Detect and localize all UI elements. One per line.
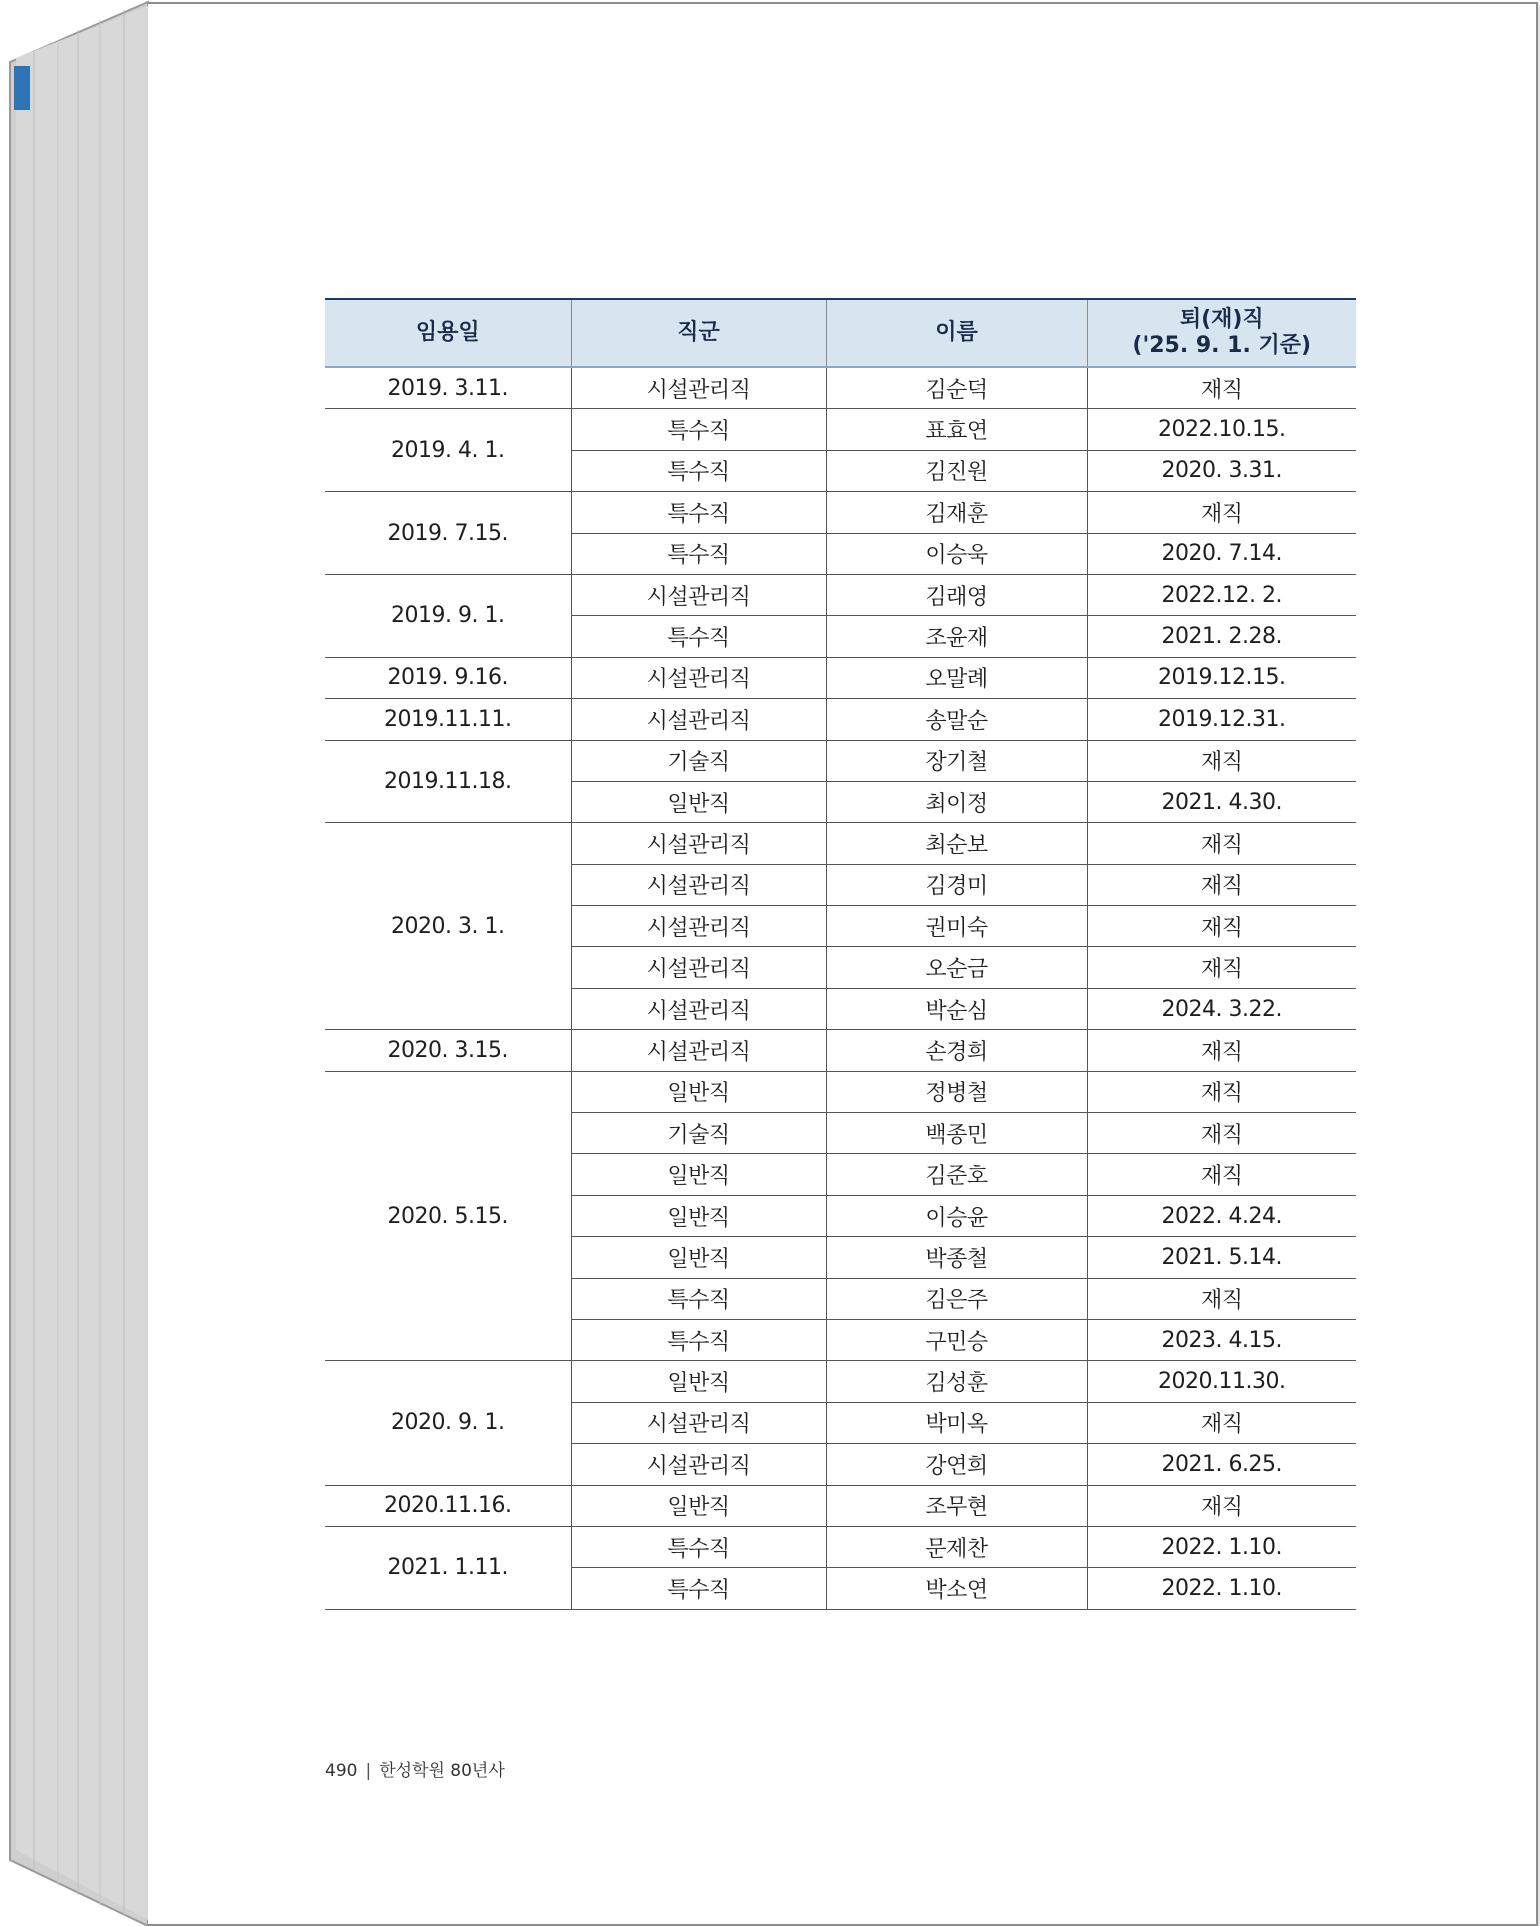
table-row — [325, 823, 1356, 864]
job-category-cell: 특수직 — [571, 533, 826, 574]
table-row — [325, 574, 1356, 615]
name-cell: 김래영 — [826, 574, 1087, 615]
job-category-cell: 기술직 — [571, 1113, 826, 1154]
page-footer — [325, 1756, 505, 1781]
name-cell: 정병철 — [826, 1071, 1087, 1112]
appointment-date-cell: 2020. 9. 1. — [325, 1361, 571, 1485]
name-cell: 조무현 — [826, 1485, 1087, 1526]
status-cell: 2020. 7.14. — [1087, 533, 1356, 574]
appointment-date-cell: 2019.11.18. — [325, 740, 571, 823]
job-category-cell: 특수직 — [571, 1278, 826, 1319]
appointment-date-cell: 2020. 5.15. — [325, 1071, 571, 1361]
name-cell: 이승윤 — [826, 1195, 1087, 1236]
status-cell: 재직 — [1087, 1154, 1356, 1195]
job-category-cell: 일반직 — [571, 1361, 826, 1402]
name-cell: 이승욱 — [826, 533, 1087, 574]
status-cell: 2022.12. 2. — [1087, 574, 1356, 615]
name-cell: 최순보 — [826, 823, 1087, 864]
status-cell: 재직 — [1087, 1485, 1356, 1526]
table-row — [325, 699, 1356, 740]
name-cell: 백종민 — [826, 1113, 1087, 1154]
appointment-date-cell: 2019. 9.16. — [325, 657, 571, 698]
status-cell: 재직 — [1087, 1071, 1356, 1112]
appointment-date-cell: 2019. 4. 1. — [325, 409, 571, 492]
job-category-cell: 시설관리직 — [571, 367, 826, 409]
name-cell: 박소연 — [826, 1568, 1087, 1609]
name-cell: 김순덕 — [826, 367, 1087, 409]
status-cell: 2021. 2.28. — [1087, 616, 1356, 657]
status-cell: 2022.10.15. — [1087, 409, 1356, 450]
book-title: 한성학원 80년사 — [379, 1761, 505, 1781]
name-cell: 오순금 — [826, 947, 1087, 988]
job-category-cell: 특수직 — [571, 409, 826, 450]
job-category-cell: 시설관리직 — [571, 657, 826, 698]
name-cell: 박미옥 — [826, 1402, 1087, 1443]
job-category-cell: 특수직 — [571, 1568, 826, 1609]
status-cell: 2024. 3.22. — [1087, 988, 1356, 1029]
appointment-date-cell: 2020. 3. 1. — [325, 823, 571, 1030]
status-cell: 2019.12.15. — [1087, 657, 1356, 698]
status-cell: 재직 — [1087, 906, 1356, 947]
appointment-date-cell: 2020.11.16. — [325, 1485, 571, 1526]
appointment-date-cell: 2019.11.11. — [325, 699, 571, 740]
status-cell: 재직 — [1087, 864, 1356, 905]
job-category-cell: 일반직 — [571, 1071, 826, 1112]
name-cell: 손경희 — [826, 1030, 1087, 1071]
status-cell: 2021. 6.25. — [1087, 1444, 1356, 1485]
book-page-stack — [0, 0, 150, 1926]
table-row — [325, 409, 1356, 450]
status-cell: 재직 — [1087, 1278, 1356, 1319]
name-cell: 박순심 — [826, 988, 1087, 1029]
status-cell: 2022. 1.10. — [1087, 1526, 1356, 1567]
name-cell: 박종철 — [826, 1237, 1087, 1278]
job-category-cell: 일반직 — [571, 1485, 826, 1526]
job-category-cell: 특수직 — [571, 616, 826, 657]
job-category-cell: 일반직 — [571, 1237, 826, 1278]
table-row — [325, 1485, 1356, 1526]
job-category-cell: 특수직 — [571, 450, 826, 491]
job-category-cell: 시설관리직 — [571, 823, 826, 864]
name-cell: 오말례 — [826, 657, 1087, 698]
job-category-cell: 시설관리직 — [571, 1030, 826, 1071]
job-category-cell: 일반직 — [571, 1154, 826, 1195]
name-cell: 조윤재 — [826, 616, 1087, 657]
status-cell: 재직 — [1087, 947, 1356, 988]
staff-roster-table — [325, 298, 1356, 1610]
footer-separator: | — [365, 1761, 372, 1781]
job-category-cell: 특수직 — [571, 1319, 826, 1360]
status-cell: 재직 — [1087, 823, 1356, 864]
page-number: 490 — [325, 1761, 358, 1781]
appointment-date-cell: 2019. 9. 1. — [325, 574, 571, 657]
appointment-date-cell: 2019. 3.11. — [325, 367, 571, 409]
job-category-cell: 일반직 — [571, 781, 826, 822]
name-cell: 권미숙 — [826, 906, 1087, 947]
status-cell: 재직 — [1087, 1030, 1356, 1071]
name-cell: 장기철 — [826, 740, 1087, 781]
name-cell: 김은주 — [826, 1278, 1087, 1319]
header-name: 이름 — [826, 299, 1087, 367]
table-row — [325, 1526, 1356, 1567]
header-status-line2: ('25. 9. 1. 기준) — [1132, 333, 1312, 358]
status-cell: 2022. 4.24. — [1087, 1195, 1356, 1236]
status-cell: 재직 — [1087, 1402, 1356, 1443]
table-row — [325, 492, 1356, 533]
status-cell: 2022. 1.10. — [1087, 1568, 1356, 1609]
job-category-cell: 시설관리직 — [571, 864, 826, 905]
table-row — [325, 740, 1356, 781]
name-cell: 김성훈 — [826, 1361, 1087, 1402]
appointment-date-cell: 2019. 7.15. — [325, 492, 571, 575]
table-header-row — [325, 299, 1356, 367]
status-cell: 2020. 3.31. — [1087, 450, 1356, 491]
job-category-cell: 특수직 — [571, 1526, 826, 1567]
table-body — [325, 367, 1356, 1609]
header-appointment-date: 임용일 — [325, 299, 571, 367]
job-category-cell: 시설관리직 — [571, 699, 826, 740]
status-cell: 2023. 4.15. — [1087, 1319, 1356, 1360]
status-cell: 재직 — [1087, 492, 1356, 533]
name-cell: 구민승 — [826, 1319, 1087, 1360]
job-category-cell: 기술직 — [571, 740, 826, 781]
status-cell: 2021. 4.30. — [1087, 781, 1356, 822]
table-row — [325, 1361, 1356, 1402]
name-cell: 김경미 — [826, 864, 1087, 905]
name-cell: 송말순 — [826, 699, 1087, 740]
job-category-cell: 시설관리직 — [571, 988, 826, 1029]
name-cell: 문제찬 — [826, 1526, 1087, 1567]
header-status — [1087, 299, 1356, 367]
name-cell: 김준호 — [826, 1154, 1087, 1195]
status-cell: 2021. 5.14. — [1087, 1237, 1356, 1278]
job-category-cell: 특수직 — [571, 492, 826, 533]
job-category-cell: 시설관리직 — [571, 1402, 826, 1443]
table-row — [325, 367, 1356, 409]
job-category-cell: 시설관리직 — [571, 1444, 826, 1485]
status-cell: 재직 — [1087, 367, 1356, 409]
header-job-category: 직군 — [571, 299, 826, 367]
job-category-cell: 시설관리직 — [571, 906, 826, 947]
table-row — [325, 1030, 1356, 1071]
table-row — [325, 657, 1356, 698]
name-cell: 김재훈 — [826, 492, 1087, 533]
appointment-date-cell: 2020. 3.15. — [325, 1030, 571, 1071]
job-category-cell: 일반직 — [571, 1195, 826, 1236]
name-cell: 최이정 — [826, 781, 1087, 822]
name-cell: 표효연 — [826, 409, 1087, 450]
table-row — [325, 1071, 1356, 1112]
status-cell: 2020.11.30. — [1087, 1361, 1356, 1402]
status-cell: 2019.12.31. — [1087, 699, 1356, 740]
appointment-date-cell: 2021. 1.11. — [325, 1526, 571, 1609]
header-status-line1: 퇴(재)직 — [1179, 306, 1264, 332]
name-cell: 강연희 — [826, 1444, 1087, 1485]
job-category-cell: 시설관리직 — [571, 574, 826, 615]
status-cell: 재직 — [1087, 1113, 1356, 1154]
status-cell: 재직 — [1087, 740, 1356, 781]
name-cell: 김진원 — [826, 450, 1087, 491]
job-category-cell: 시설관리직 — [571, 947, 826, 988]
